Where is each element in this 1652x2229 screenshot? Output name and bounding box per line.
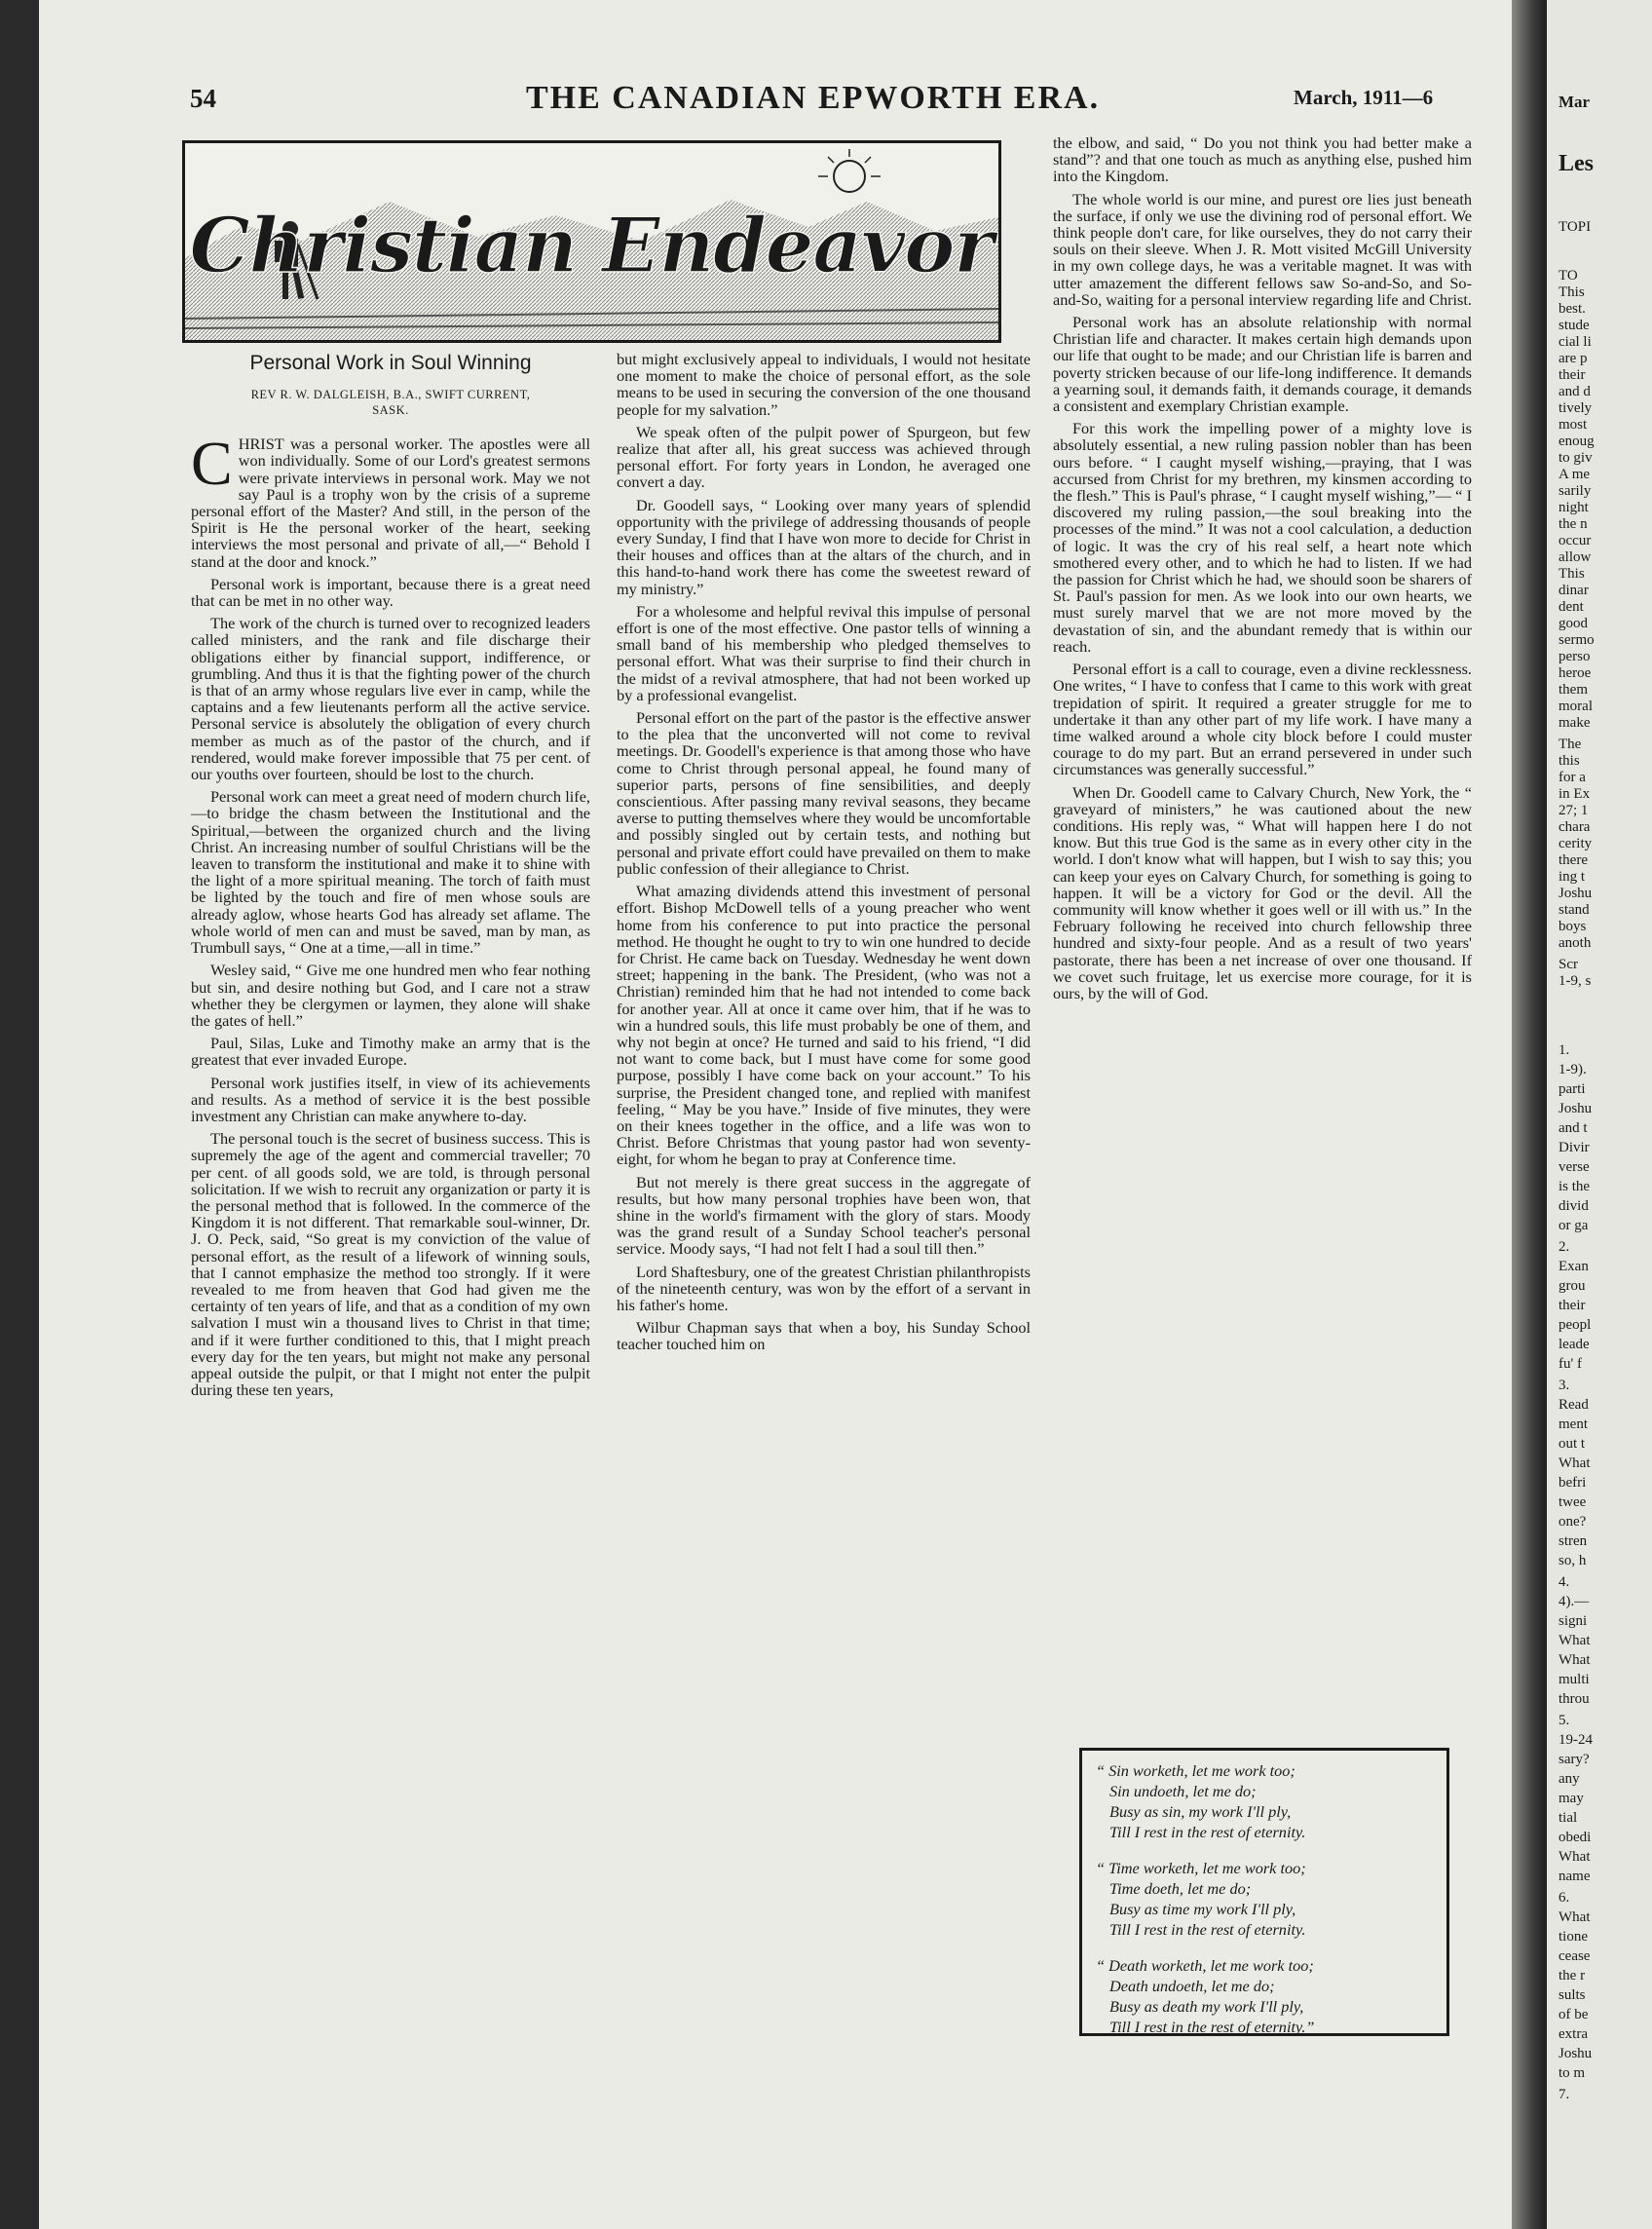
paragraph: Personal effort on the part of the pastor is the effective answer to the plea that the unconverted will not come to revival meetings. Dr. Goodell's experience is that among those who have come to Christ through personal appeal, he found many of superior parts, persons of fine sensibilities, and deeply conscientious. After passing many revival seasons, they became averse to putting themselves where they would be uncomfortable and possibly singled out by certain tests, and nothing but personal and private effort could have prevailed on them to make public confession of their allegiance to Christ. bbox=[617, 708, 1031, 878]
facing-page-fragment: 1-9). bbox=[1558, 1062, 1587, 1077]
facing-page-fragment: 1. bbox=[1558, 1042, 1570, 1058]
paragraph: Dr. Goodell says, “ Looking over many years of splendid opportunity with the privilege of addressing thousands of people every Sunday, I find that I have won more to decide for Christ in their houses and offices than at the altars of the church, and in this hand-to-hand work there has come the sweetest reward of my ministry.” bbox=[617, 495, 1031, 598]
facing-page-fragment: 6. bbox=[1558, 1890, 1570, 1906]
facing-page-fragment: 7. bbox=[1558, 2087, 1570, 2102]
facing-page-fragment: TOPI bbox=[1558, 219, 1592, 235]
poem-stanza bbox=[1096, 1955, 1433, 2037]
banner-title: Christian Endeavor bbox=[189, 202, 994, 290]
facing-page-fragment: Joshu bbox=[1558, 2046, 1593, 2061]
facing-page-fragment: best. bbox=[1558, 301, 1586, 317]
poem-line: Till I rest in the rest of eternity. bbox=[1109, 1920, 1306, 1939]
paragraph bbox=[191, 429, 590, 571]
paragraph: Lord Shaftesbury, one of the greatest Christian philanthropists of the nineteenth century, was won by the effort of a servant in his father's home. bbox=[617, 1262, 1031, 1314]
facing-page-fragment: or ga bbox=[1558, 1218, 1589, 1233]
facing-page-fragment: their bbox=[1558, 1298, 1586, 1313]
facing-page-fragment: the n bbox=[1558, 516, 1588, 532]
facing-page-fragment: so, h bbox=[1558, 1553, 1587, 1568]
facing-page-fragment: in Ex bbox=[1558, 786, 1591, 802]
facing-page-fragment: tively bbox=[1558, 400, 1593, 416]
facing-page-fragment: multi bbox=[1558, 1672, 1590, 1687]
facing-page-fragment: out t bbox=[1558, 1436, 1586, 1452]
facing-page-fragment: peopl bbox=[1558, 1317, 1592, 1333]
facing-page-fragment: What bbox=[1558, 1909, 1591, 1925]
facing-page-fragment: ing t bbox=[1558, 869, 1586, 885]
facing-page-fragment: signi bbox=[1558, 1613, 1588, 1629]
facing-page-fragment: TO bbox=[1558, 268, 1578, 283]
poem-line: Till I rest in the rest of eternity. bbox=[1109, 1823, 1306, 1841]
facing-page-fragment: may bbox=[1558, 1791, 1584, 1806]
facing-page-fragment: make bbox=[1558, 715, 1591, 731]
facing-page-fragment: to giv bbox=[1558, 450, 1593, 466]
article-column-1 bbox=[191, 351, 590, 1404]
facing-page-fragment: stude bbox=[1558, 318, 1590, 333]
poem-line: “ Sin worketh, let me work too; bbox=[1096, 1761, 1295, 1780]
paragraph: Wilbur Chapman says that when a boy, his Sunday School teacher touched him on bbox=[617, 1318, 1031, 1354]
paragraph: But not merely is there great success in the aggregate of results, but how many personal trophies have been won, that shine in the world's firmament with the glory of stars. Moody was the grand result of a Sunday School teacher's personal service. Moody says, “I had not felt I had a soul till then.” bbox=[617, 1172, 1031, 1259]
facing-page-fragment: What bbox=[1558, 1652, 1591, 1668]
facing-page-fragment: 3. bbox=[1558, 1378, 1570, 1393]
page-number: 54 bbox=[190, 84, 216, 113]
facing-page-fragment: 2. bbox=[1558, 1239, 1570, 1255]
facing-page-fragment: boys bbox=[1558, 919, 1587, 934]
issue-date: March, 1911—6 bbox=[1294, 86, 1434, 109]
facing-page-fragment: this bbox=[1558, 753, 1580, 769]
publication-title: THE CANADIAN EPWORTH ERA. bbox=[526, 80, 1101, 116]
facing-page-fragment: 5. bbox=[1558, 1713, 1570, 1728]
facing-page-fragment: leade bbox=[1558, 1337, 1590, 1352]
poem-line: Busy as death my work I'll ply, bbox=[1109, 1997, 1304, 2016]
poem-stanza bbox=[1096, 1858, 1433, 1940]
facing-page-fragment: any bbox=[1558, 1771, 1580, 1787]
facing-page-fragment: A me bbox=[1558, 467, 1591, 482]
facing-page-fragment: Mar bbox=[1558, 93, 1591, 111]
facing-page-fragment: This bbox=[1558, 566, 1585, 582]
paragraph: The whole world is our mine, and purest ore lies just beneath the surface, if only we use the divining rod of personal effort. We think people don't care, for like ourselves, they do not carry their souls on their sleeve. When J. R. Mott visited McGill University in my own college days, he was a veritable magnet. It was with utter amazement the different fellows saw So-and-So, and So-and-So, waiting for a personal interview regarding life and Christ. bbox=[1053, 189, 1472, 309]
facing-page-fragment: sermo bbox=[1558, 632, 1595, 648]
facing-page-fragment: Scr bbox=[1558, 957, 1578, 972]
poem-line: Sin undoeth, let me do; bbox=[1109, 1782, 1257, 1800]
facing-page-fragment: are p bbox=[1558, 351, 1588, 366]
facing-page-fragment: moral bbox=[1558, 699, 1593, 714]
paragraph: The work of the church is turned over to recognized leaders called ministers, and the rank and file discharge their obligations either by financial support, indifference, or grumbling. And thus it is that the fighting power of the church is that of an army whose regulars live ever in camp, while the captains and a few lieutenants perform all the active service. Personal service is absolutely the obligation of every church member as much as of the pastor of the church, and if rendered, would make forever impossible that 75 per cent. of our youths over fourteen, should be lost to the church. bbox=[191, 614, 590, 784]
paragraph: Personal work has an absolute relationship with normal Christian life and character. It makes certain high demands upon our life that ought to be made; and our Christian life is barren and poverty stricken because of our life-long indifference. It demands a yearning soul, it demands faith, it demands courage, it demands a consistent and exemplary Christian example. bbox=[1053, 313, 1472, 416]
facing-page-fragment: occur bbox=[1558, 533, 1592, 548]
poem-box bbox=[1079, 1748, 1449, 2036]
facing-page-fragment: twee bbox=[1558, 1494, 1587, 1510]
facing-page-fragment: anoth bbox=[1558, 935, 1592, 951]
facing-page-fragment: 19-24 bbox=[1558, 1732, 1593, 1748]
facing-page-fragment: tial bbox=[1558, 1810, 1578, 1826]
facing-page-fragment: allow bbox=[1558, 549, 1592, 565]
paragraph: the elbow, and said, “ Do you not think you had better make a stand”? and that one touch as much as anything else, pushed him into the Kingdom. bbox=[1053, 133, 1472, 186]
facing-page-fragment: Joshu bbox=[1558, 886, 1593, 901]
facing-page-fragment: 4. bbox=[1558, 1574, 1570, 1590]
facing-page-fragment: sarily bbox=[1558, 483, 1592, 499]
facing-page-fragment: throu bbox=[1558, 1691, 1590, 1707]
byline-line-1: REV R. W. DALGLEISH, B.A., SWIFT CURRENT, bbox=[250, 388, 531, 402]
facing-page-fragment: enoug bbox=[1558, 434, 1595, 449]
facing-page-fragment: stren bbox=[1558, 1533, 1588, 1549]
paragraph: For this work the impelling power of a mighty love is absolutely essential, a new ruling passion nobler than has been ours before. “ I caught myself wishing,—praying, that I was accursed from Christ for my brethren, my kinsmen according to the flesh.” This is Paul's phrase, “ I caught myself wishing,”— “ I discovered my ruling passion,—the soul breaking into the processes of the mind.” It was not a cool calculation, a deduction of logic. It was the cry of his real self, a heart note which smothered every other, and to which he had to listen. If we had the passion for Christ which he had, we should soon be sharers of St. Paul's passion for men. As we look into our own hearts, we must surely marvel that we are not more moved by the devastation of sin, and the abundant remedy that is within our reach. bbox=[1053, 419, 1472, 656]
facing-page-fragment: their bbox=[1558, 367, 1586, 383]
facing-page-fragment: Exan bbox=[1558, 1259, 1589, 1274]
poem-line: Busy as sin, my work I'll ply, bbox=[1109, 1802, 1292, 1821]
facing-page-fragment: The bbox=[1558, 737, 1582, 752]
facing-page-fragment: 4).— bbox=[1558, 1594, 1590, 1609]
article-column-3 bbox=[1053, 134, 1472, 1007]
banner-illustration bbox=[185, 143, 998, 340]
paragraph: Personal work is important, because there is a great need that can be met in no other way. bbox=[191, 574, 590, 611]
article-column-2 bbox=[617, 351, 1031, 1359]
paragraph-opening: HRIST was a personal worker. The bbox=[238, 434, 474, 454]
facing-page-fragment: 1-9, s bbox=[1558, 973, 1592, 989]
facing-page-fragment: chara bbox=[1558, 819, 1591, 835]
facing-page-fragment: What bbox=[1558, 1455, 1591, 1471]
facing-page-fragment: This bbox=[1558, 284, 1585, 300]
facing-page-fragment: night bbox=[1558, 500, 1589, 515]
facing-page-fragment: and d bbox=[1558, 384, 1591, 399]
facing-page-fragment: sults bbox=[1558, 1987, 1586, 2003]
facing-page-fragment: name bbox=[1558, 1869, 1591, 1884]
facing-page-fragment: obedi bbox=[1558, 1830, 1592, 1845]
paragraph: The personal touch is the secret of business success. This is supremely the age of the agent and commercial traveller; 70 per cent. of all goods sold, we are told, is through personal solicitation. If we wish to recruit any organization or party it is the personal method that is followed. In the commerce of the Kingdom it is not different. That remarkable soul-winner, Dr. J. O. Peck, said, “So great is my conviction of the value of personal effort, as the result of a lifework of winning souls, that I cannot emphasize the method too strongly. If it were revealed to me from heaven that God had given me the certainty of ten years of life, and that as a condition of my own salvation I must win a thousand lives to Christ in that time; and if it were further conditioned to this, that I might preach every day for the ten years, but might not make any personal appeal outside the pulpit, or that I might not enter the pulpit during these ten years, bbox=[191, 1129, 590, 1400]
facing-page-fragment: cerity bbox=[1558, 836, 1593, 851]
poem-line: “ Death worketh, let me work too; bbox=[1096, 1956, 1314, 1975]
facing-page-fragment: ment bbox=[1558, 1417, 1588, 1432]
facing-page-fragment: them bbox=[1558, 682, 1588, 698]
paragraph: What amazing dividends attend this investment of personal effort. Bishop McDowell tells of a young preacher who went home from his conference to put into practice the personal method. He thought he ought to try to win one hundred to decide for Christ. He came back on Tuesday. Wednesday he went down street; happening in the bank. The President, (who was not a Christian) reminded him that he had not intended to come back for another year. All at once it came over him, that if he was to win a hundred souls, this life must probably be one of them, and why not begin at once? He turned and said to his friend, “I did not want to come back, but I must have come for some good purpose, possibly I have come back on your account.” To his surprise, the President changed tone, and replied with manifest feeling, “ May be you have.” Inside of five minutes, they were on their knees together in the office, and a life was won to Christ. Before Christmas that young pastor had won seventy-eight, for whom he began to pray at Conference time. bbox=[617, 882, 1031, 1169]
facing-page-fragment: for a bbox=[1558, 770, 1586, 785]
page-header bbox=[0, 80, 1512, 119]
poem-line: Busy as time my work I'll ply, bbox=[1109, 1900, 1296, 1918]
facing-page-fragment: is the bbox=[1558, 1179, 1591, 1194]
poem-stanza bbox=[1096, 1760, 1433, 1842]
facing-page-fragment: one? bbox=[1558, 1514, 1587, 1530]
paragraph: Personal work can meet a great need of modern church life,—to bridge the chasm between the Institutional and the Spiritual,—between the organized church and the living Christ. An increasing number of soulful Christians will be the leaven to transform the institutional and make it to shine with the light of a more spiritual meaning. The torch of faith must be lighted by the touch and fire of men whose souls are already aglow, whose hearts God has already set aflame. The whole world of men can and must be saved, man by man, as Trumbull says, “ One at a time,—all in time.” bbox=[191, 787, 590, 958]
poem-line: “ Time worketh, let me work too; bbox=[1096, 1859, 1306, 1877]
paragraph-text: apostles were all won individually. Some of our Lord's greatest sermons were private interviews in personal work. May we not say Paul is a trophy won by the crisis of a supreme personal effort of the Master? And still, in the person of the Spirit is He the personal worker of the heart, seeking interviews the most personal and private of all,—“ Behold I stand at the door and knock.” bbox=[191, 434, 590, 571]
christian-endeavor-banner bbox=[182, 140, 1001, 343]
facing-page-fragment: extra bbox=[1558, 2026, 1588, 2042]
paragraph: Paul, Silas, Luke and Timothy make an army that is the greatest that ever invaded Europe. bbox=[191, 1034, 590, 1070]
facing-page-fragment: Joshu bbox=[1558, 1101, 1593, 1116]
book-gutter bbox=[1512, 0, 1547, 2229]
facing-page-fragment: of be bbox=[1558, 2007, 1589, 2022]
facing-page-fragment: tione bbox=[1558, 1929, 1588, 1945]
article-title: Personal Work in Soul Winning bbox=[249, 352, 532, 374]
facing-page-fragment: most bbox=[1558, 417, 1588, 433]
facing-page-fragment: cease bbox=[1558, 1948, 1591, 1964]
facing-page-fragment: verse bbox=[1558, 1159, 1590, 1175]
facing-page-fragment: 27; 1 bbox=[1558, 803, 1589, 818]
facing-page-fragment: dent bbox=[1558, 599, 1584, 615]
facing-page-fragment: Divir bbox=[1558, 1140, 1590, 1155]
paragraph: When Dr. Goodell came to Calvary Church, New York, the “ graveyard of ministers,” he was cautioned about the new conditions. His reply was, “ What will happen here I do not know. But this true God is the same as in every other city in the world. I don't know what will happen, but I wish to say this; you can keep your eyes on Calvary Church, for something is going to happen. It will be a victory for God or the devil. All the community will know whether it goes well or ill with us.” In the February following he received into church fellowship three hundred and sixty-four people. And as a result of two years' pastorate, there has been a net increase of over one thousand. If we covet such fruitage, let us exercise more courage, for it is ours, by the will of God. bbox=[1053, 782, 1472, 1002]
paragraph: Personal effort is a call to courage, even a divine recklessness. One writes, “ I have to confess that I came to this work with great trepidation of spirit. It required a greater struggle for me to undertake it than any other part of my life work. I have many a time walked around a whole city block before I could muster courage to do my part. But an errand persevered in under such circumstances was generally successful.” bbox=[1053, 660, 1472, 779]
facing-page-fragment: good bbox=[1558, 616, 1588, 631]
facing-page-fragment: befri bbox=[1558, 1475, 1587, 1491]
facing-page-fragment: the r bbox=[1558, 1968, 1586, 1983]
article-byline bbox=[191, 387, 590, 418]
facing-page-fragment: fu' f bbox=[1558, 1356, 1582, 1372]
facing-page-fragment: Read bbox=[1558, 1397, 1589, 1413]
poem-line: Death undoeth, let me do; bbox=[1109, 1977, 1275, 1995]
paragraph: For a wholesome and helpful revival this impulse of personal effort is one of the most effective. One pastor tells of winning a small band of his membership who pledged themselves to personal effort. What was their surprise to find their church in the midst of a revival atmosphere, that had not been worked up by a professional evangelist. bbox=[617, 601, 1031, 704]
facing-page-fragment: parti bbox=[1558, 1081, 1586, 1097]
facing-page-fragment: and t bbox=[1558, 1120, 1588, 1136]
facing-page-edge bbox=[1547, 0, 1652, 2229]
facing-page-fragment: grou bbox=[1558, 1278, 1586, 1294]
poem-line: Till I rest in the rest of eternity.” bbox=[1109, 2018, 1315, 2036]
poem-line: Time doeth, let me do; bbox=[1109, 1879, 1252, 1898]
facing-page-fragment: stand bbox=[1558, 902, 1590, 918]
paragraph: Personal work justifies itself, in view of its achievements and results. As a method of service it is the best possible investment any Christian can make anywhere to-day. bbox=[191, 1073, 590, 1125]
facing-page-fragment: sary? bbox=[1558, 1752, 1590, 1767]
paragraph: Wesley said, “ Give me one hundred men who fear nothing but sin, and desire nothing but God, and I care not a straw whether they be clergymen or laymen, they alone will shake the gates of hell.” bbox=[191, 961, 590, 1030]
facing-page-fragment: What bbox=[1558, 1633, 1591, 1648]
facing-page-fragment: dinar bbox=[1558, 583, 1589, 598]
drop-cap: C bbox=[191, 429, 233, 499]
facing-page-fragment: to m bbox=[1558, 2065, 1586, 2081]
byline-line-2: SASK. bbox=[372, 403, 409, 418]
facing-page-fragment: there bbox=[1558, 852, 1588, 868]
facing-page-fragment: cial li bbox=[1558, 334, 1592, 350]
facing-page-fragment: Les bbox=[1558, 151, 1594, 176]
facing-page-fragment: heroe bbox=[1558, 665, 1592, 681]
paragraph: but might exclusively appeal to individuals, I would not hesitate one moment to make the choice of personal effort, as the sole means to be used in securing the conversion of the one thousand people for my salvation.” bbox=[617, 350, 1031, 419]
facing-page-fragment: divid bbox=[1558, 1198, 1589, 1214]
facing-page-fragment: What bbox=[1558, 1849, 1591, 1865]
facing-page-fragment: perso bbox=[1558, 649, 1591, 664]
paragraph: We speak often of the pulpit power of Spurgeon, but few realize that after all, his great success was achieved through personal effort. For forty years in London, he averaged one convert a day. bbox=[617, 422, 1031, 492]
